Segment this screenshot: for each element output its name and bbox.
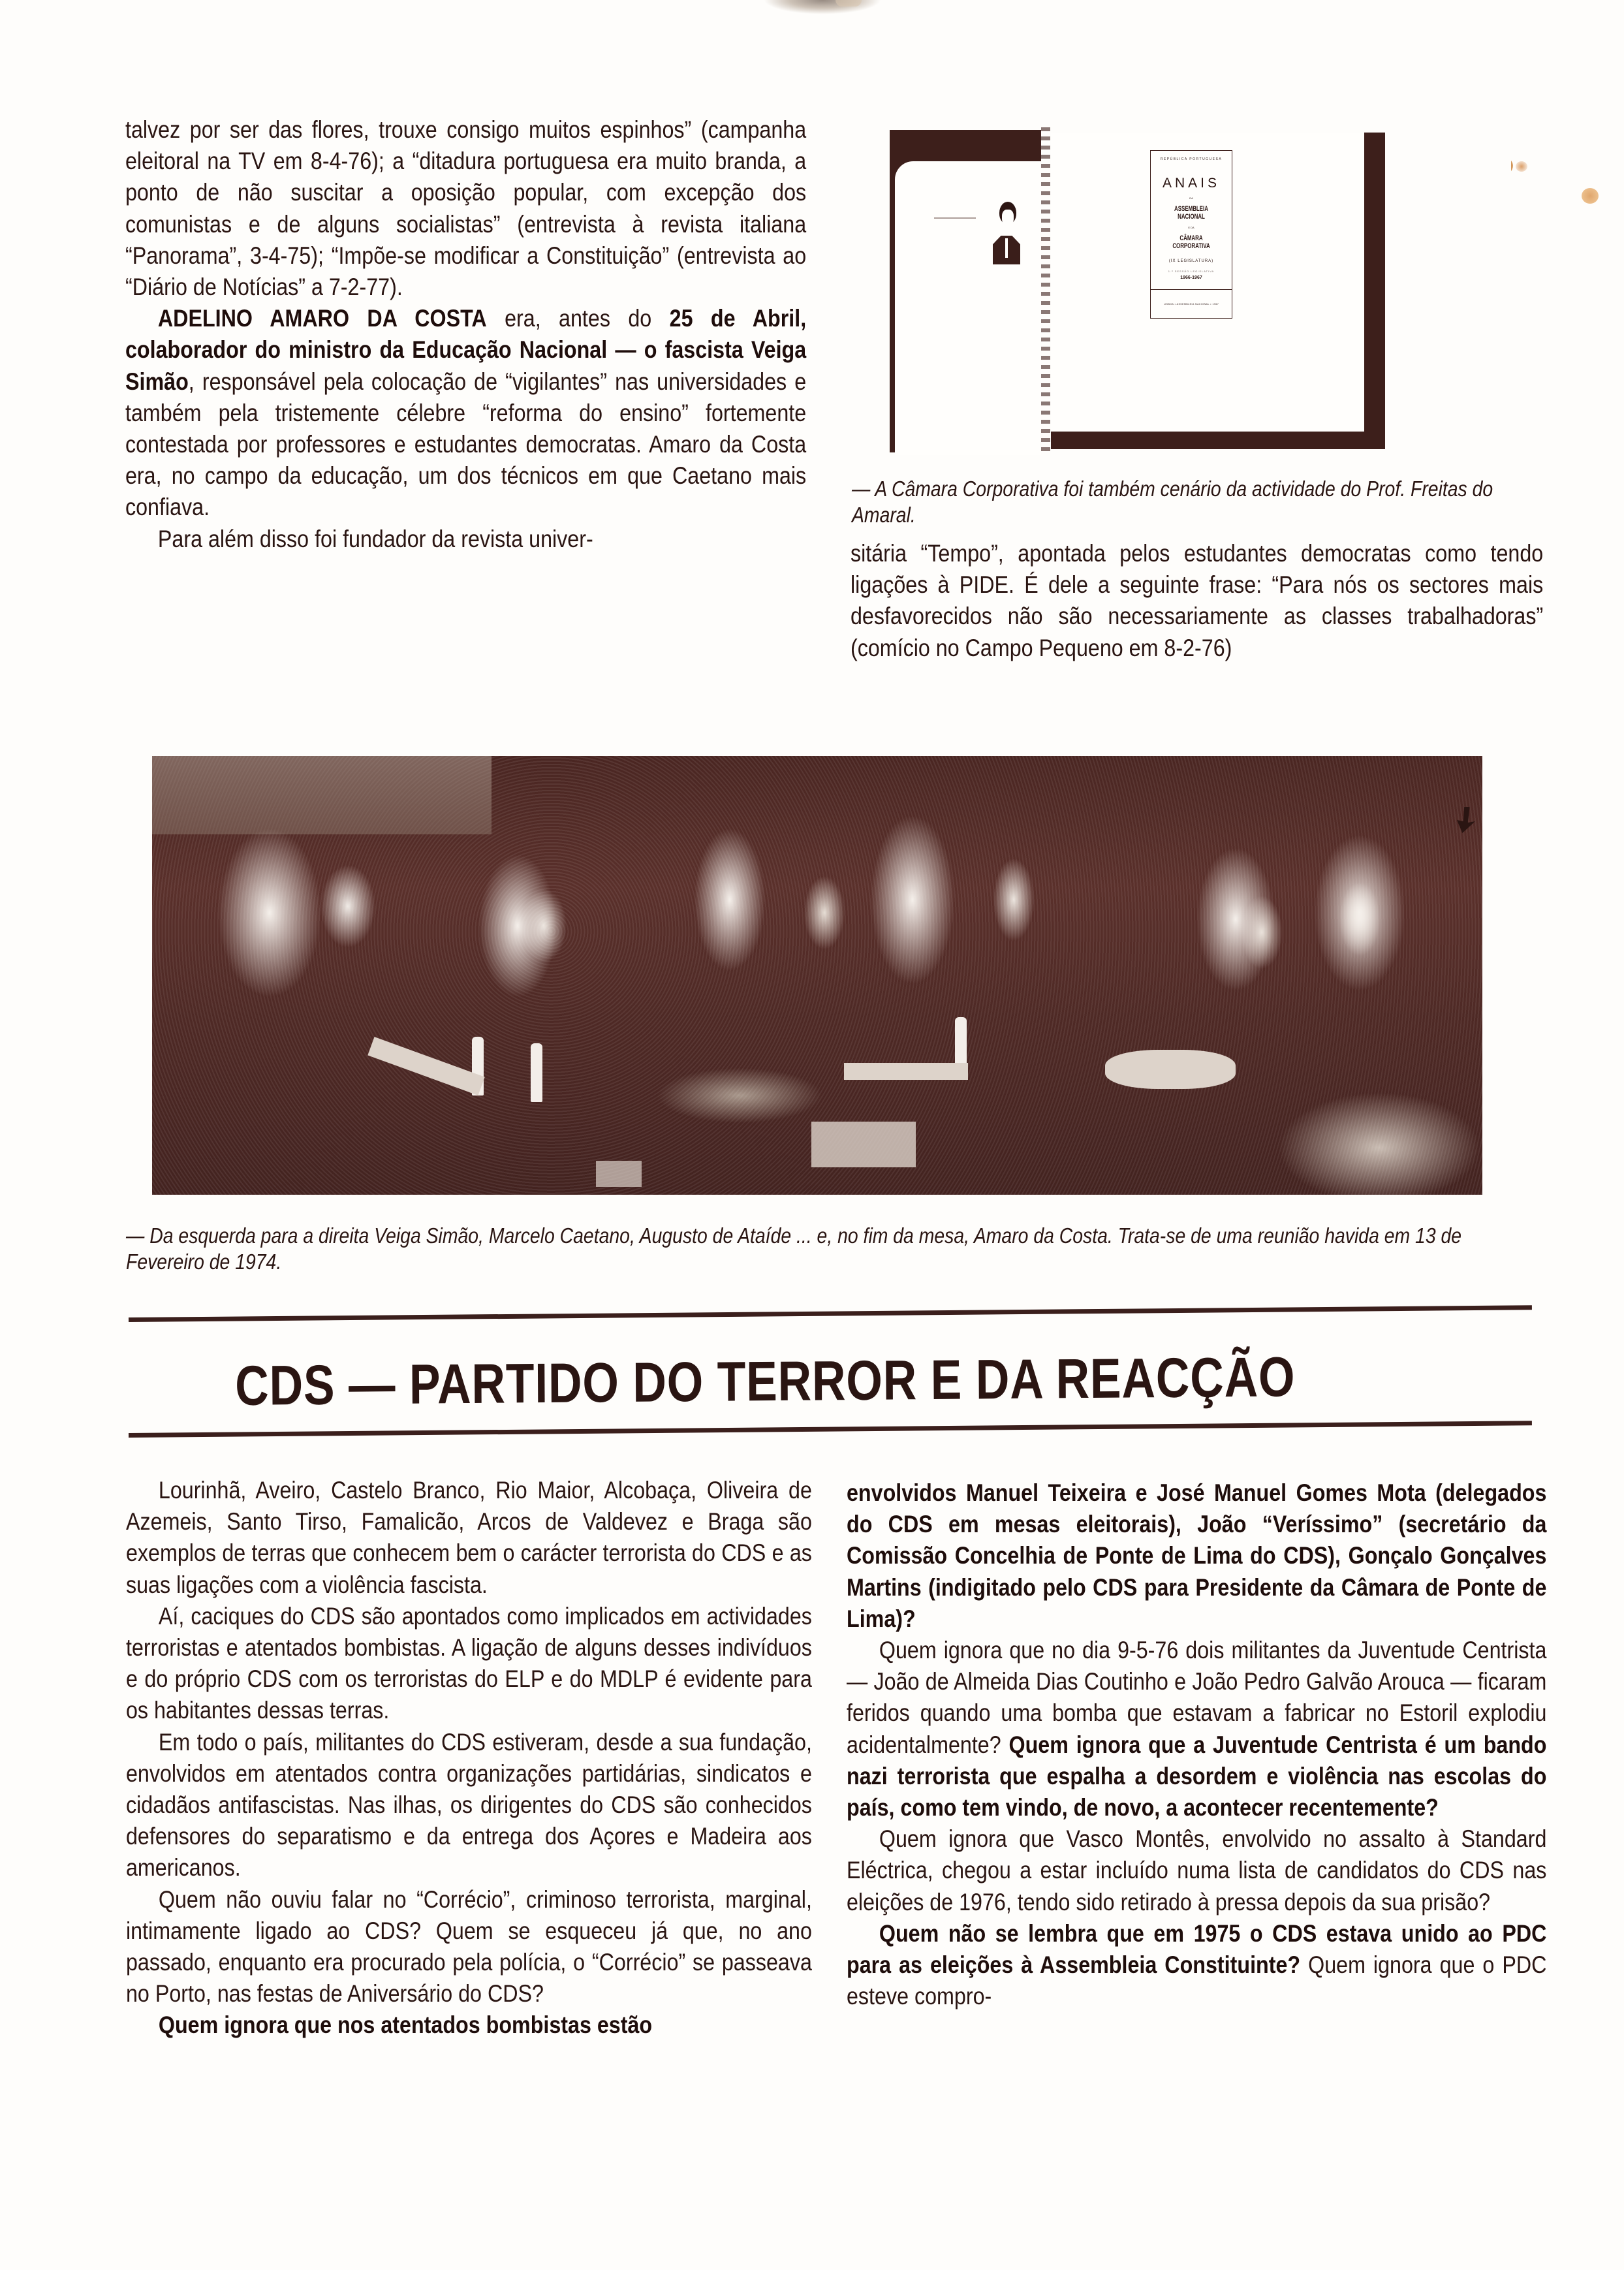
paragraph [125, 523, 806, 554]
paragraph [125, 114, 806, 302]
text-run: Quem não ouviu falar no “Corrécio”, criminoso terrorista, marginal, intimamente ligado ao CDS? Quem se esqueceu já que, no ano passado, enquanto era procurado pela polícia, o “Corrécio” se passeava no Porto, nas festas de Aniversário do CDS? [126, 1885, 812, 2008]
paper-stain [1516, 161, 1527, 172]
table-object [811, 1122, 916, 1167]
papers [367, 1037, 484, 1096]
paragraph [126, 1726, 812, 1884]
text-run: sitária “Tempo”, apontada pelos estudantes democratas como tendo ligações à PIDE. É dele a seguinte frase: “Para nós os sectores mais desfavorecidos não são necessariamente as classes trabalhadoras” (comício no Campo Pequeno em 8-2-76) [851, 539, 1544, 661]
paragraph [126, 1600, 812, 1726]
papers [1105, 1050, 1236, 1089]
person-figure [217, 828, 322, 998]
paragraph [851, 537, 1543, 663]
cover-legislature: (IX LEGISLATURA) [1168, 259, 1214, 263]
torn-edge [764, 0, 881, 14]
text-run: Quem ignora que no dia 9-5-76 dois militantes da Juventude Centrista — João de Almeida Dias Coutinho e João Pedro Galvão Arouca — ficaram feridos quando uma bomba que estavam a fabricar no Estoril explodiu acidentalmente? [847, 1636, 1547, 1758]
paragraph [126, 1884, 812, 2010]
text-run: Lourinhã, Aveiro, Castelo Branco, Rio Maior, Alcobaça, Oliveira de Azemeis, Santo Tirso, Famalicão, Arcos de Valdevez e Braga são exemplos de terras que conhecem bem o carácter terrorista do CDS e as suas ligações com a violência fascista. [126, 1476, 812, 1598]
page-text-line [934, 217, 976, 219]
text-run: era, antes do [486, 304, 670, 332]
torn-edge-detail [835, 0, 862, 7]
book-cover [1150, 150, 1232, 319]
cover-da: DA [1189, 197, 1193, 200]
book-photo-caption: — A Câmara Corporativa foi também cenário da actividade do Prof. Freitas do Amaral. [852, 477, 1493, 527]
article-column-bottom-left [126, 1474, 812, 2041]
book-spine [1041, 127, 1050, 454]
heading-rule-top [129, 1305, 1532, 1322]
cover-republic-text: REPÚBLICA PORTUGUESA [1160, 157, 1223, 161]
cover-e-da: E DA [1188, 226, 1195, 229]
paragraph [847, 1634, 1546, 1823]
book-right-page [1051, 133, 1385, 449]
text-run: Para além disso foi fundador da revista univer- [157, 524, 593, 552]
heading-rule-bottom [129, 1421, 1532, 1438]
text-run: Em todo o país, militantes do CDS estiveram, desde a sua fundação, envolvidos em atentados contra organizações partidárias, sindicatos e cidadãos antifascistas. Nas ilhas, os dirigentes do CDS são conhecidos defensores do separatismo e da entrega dos Açores e Madeira aos americanos. [126, 1727, 812, 1882]
book-photo [865, 119, 1511, 465]
article-column-top-left [125, 114, 806, 554]
cover-years: 1966-1967 [1180, 276, 1202, 280]
book-left-page [890, 130, 1041, 452]
bold-text-run: Quem ignora que a Juventude Centrista é um bando nazi terrorista que espalha a desordem e violência nas escolas do país, como tem vindo, de novo, a acontecer recentemente? [847, 1730, 1547, 1821]
cover-assembly: ASSEMBLEIA NACIONAL [1174, 205, 1208, 221]
paragraph [126, 1474, 812, 1600]
cover-republic [1151, 157, 1232, 161]
bold-text-run: 25 de Abril, colaborador do ministro da Educação Nacional — o fascista Veiga Simão [125, 304, 807, 395]
meeting-photo [152, 756, 1482, 1195]
person-figure [1314, 834, 1405, 991]
paragraph [847, 1823, 1546, 1917]
paragraph [847, 1917, 1546, 2012]
paragraph [126, 2009, 812, 2040]
photo-window [152, 756, 492, 834]
portrait-photo [993, 202, 1020, 264]
table-object [596, 1161, 642, 1187]
text-run: Aí, caciques do CDS são apontados como implicados em actividades terroristas e atentados bombistas. A ligação de alguns desses indivíduos e do próprio CDS com os terroristas do ELP e do MDLP é evidente para os habitantes dessas terras. [126, 1601, 812, 1724]
text-run: Quem ignora que o PDC esteve compro- [847, 1951, 1547, 2010]
paper-stain [1582, 188, 1599, 204]
text-run: Quem ignora que Vasco Montês, envolvido no assalto à Standard Eléctrica, chegou a estar incluído numa lista de candidatos do CDS nas eleições de 1976, tendo sido retirado à pressa depois da sua prisão? [847, 1825, 1547, 1915]
text-run: , responsável pela colocação de “vigilantes” nas universidades e também pela tristemente célebre “reforma do ensino” fortemente contestada por professores e estudantes democratas. Amaro da Costa era, no campo da educação, um dos técnicos em que Caetano mais confiava. [125, 367, 807, 521]
person-figure [478, 854, 557, 998]
paragraph [847, 1477, 1546, 1634]
text-run: talvez por ser das flores, trouxe consigo muitos espinhos” (campanha eleitoral na TV em 8-4-76); a “ditadura portuguesa era muito branda, a ponto de não suscitar a oposição popular, com excepção dos comunistas e de alguns socialistas” (entrevista à revista italiana “Panorama”, 3-4-75); “Impõe-se modificar a Constituição” (entrevista ao “Diário de Notícias” a 7-2-77). [125, 116, 807, 301]
bottle [531, 1043, 542, 1102]
bold-text-run: ADELINO AMARO DA COSTA [157, 304, 487, 332]
cover-footer: LISBOA • ASSEMBLEIA NACIONAL • 1967 [1151, 289, 1232, 318]
person-figure [694, 828, 766, 971]
section-title: CDS — PARTIDO DO TERROR E DA REACÇÃO [234, 1346, 1296, 1417]
bold-text-run: Quem ignora que nos atentados bombistas estão [158, 2011, 653, 2039]
person-figure [870, 815, 955, 985]
bold-text-run: envolvidos Manuel Teixeira e José Manuel Gomes Mota (delegados do CDS em mesas eleitorais), João “Veríssimo” (secretário da Comissão Concelhia de Ponte de Lima do CDS), Gonçalo Gonçalves Martins (indigitado pelo CDS para Presidente da Câmara de Ponte de Lima)? [847, 1479, 1547, 1632]
article-column-bottom-right [847, 1477, 1546, 2011]
person-figure [1196, 847, 1275, 991]
paragraph [125, 302, 806, 522]
cover-session: 1.ª SESSÃO LEGISLATIVA [1168, 270, 1215, 273]
meeting-photo-caption: — Da esquerda para a direita Veiga Simão, Marcelo Caetano, Augusto de Ataíde ... e, no fim da mesa, Amaro da Costa. Trata-se de uma reunião havida em 13 de Fevereiro de 1974. [126, 1223, 1462, 1274]
cover-title: ANAIS [1162, 176, 1221, 191]
cover-chamber: CÂMARA CORPORATIVA [1172, 234, 1210, 250]
bold-text-run: Quem não se lembra que em 1975 o CDS estava unido ao PDC para as eleições à Assembleia Constituinte? [847, 1919, 1547, 1979]
papers [844, 1063, 968, 1080]
article-column-top-right [851, 537, 1543, 663]
